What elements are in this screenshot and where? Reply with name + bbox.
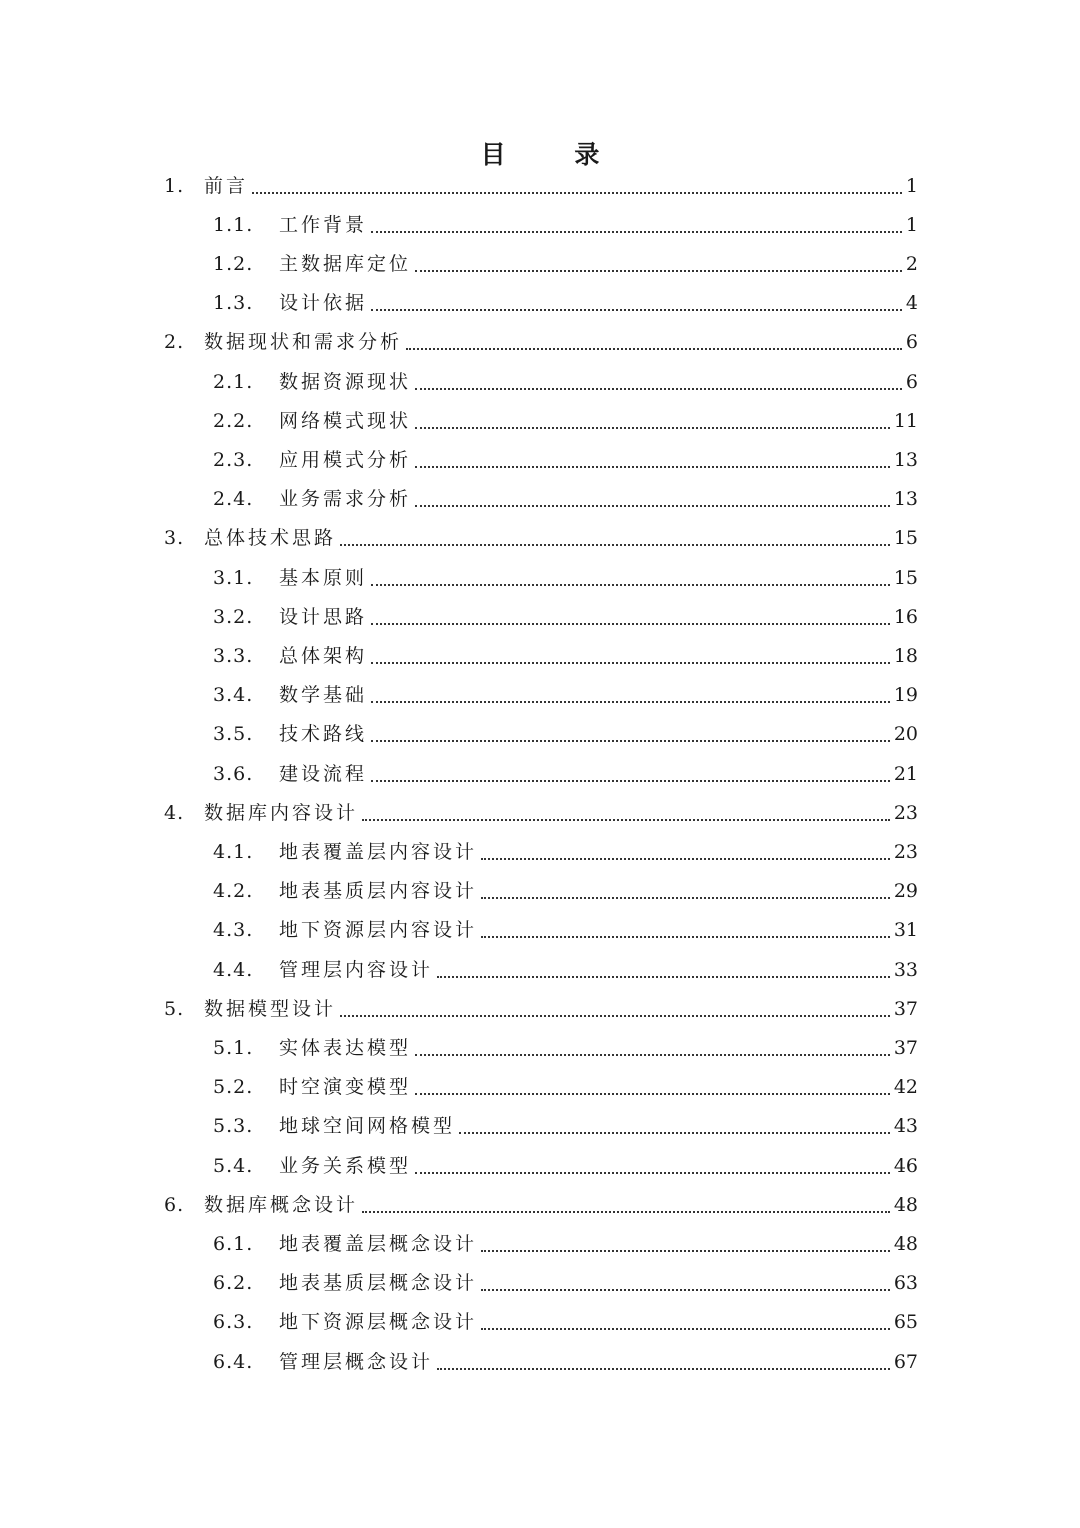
toc-entry-page: 15 xyxy=(893,566,918,589)
toc-entry-label: 实体表达模型 xyxy=(279,1036,412,1059)
toc-entry-page: 43 xyxy=(893,1115,918,1138)
toc-entry[interactable] xyxy=(164,1185,918,1224)
toc-dot-leader xyxy=(415,388,902,390)
toc-entry[interactable] xyxy=(213,558,918,597)
toc-entry[interactable] xyxy=(213,1303,918,1342)
toc-entry-label: 工作背景 xyxy=(279,213,368,236)
toc-entry-label: 地下资源层概念设计 xyxy=(279,1311,478,1334)
toc-entry-label: 时空演变模型 xyxy=(279,1076,412,1099)
toc-dot-leader xyxy=(415,427,890,429)
toc-dot-leader xyxy=(371,740,890,742)
toc-entry[interactable] xyxy=(213,284,918,323)
toc-dot-leader xyxy=(340,1015,890,1017)
toc-entry-page: 6 xyxy=(905,370,918,393)
toc-entry-number: 6. xyxy=(164,1193,185,1216)
toc-entry-number: 1.1. xyxy=(213,213,254,236)
toc-entry-label: 总体技术思路 xyxy=(204,527,337,550)
toc-entry-label: 设计思路 xyxy=(279,605,368,628)
toc-dot-leader xyxy=(415,1172,890,1174)
toc-entry-label: 数据库内容设计 xyxy=(204,801,359,824)
toc-entry-label: 数学基础 xyxy=(279,684,368,707)
toc-entry-number: 3.2. xyxy=(213,605,254,628)
toc-entry-label: 主数据库定位 xyxy=(279,252,412,275)
toc-entry-number: 3.6. xyxy=(213,762,254,785)
toc-entry-page: 11 xyxy=(893,409,918,432)
toc-entry[interactable] xyxy=(164,519,918,558)
toc-dot-leader xyxy=(371,623,890,625)
toc-dot-leader xyxy=(437,976,890,978)
toc-entry-number: 4.2. xyxy=(213,880,254,903)
toc-entry-label: 地球空间网格模型 xyxy=(279,1115,456,1138)
toc-entry-label: 数据模型设计 xyxy=(204,997,337,1020)
toc-entry-number: 4. xyxy=(164,801,185,824)
toc-entry-number: 2.2. xyxy=(213,409,254,432)
toc-dot-leader xyxy=(481,1250,890,1252)
toc-entry-number: 3. xyxy=(164,527,185,550)
toc-entry-label: 管理层概念设计 xyxy=(279,1350,434,1373)
toc-entry-label: 总体架构 xyxy=(279,644,368,667)
toc-entry-number: 4.1. xyxy=(213,840,254,863)
toc-dot-leader xyxy=(371,701,890,703)
toc-entry-number: 3.3. xyxy=(213,644,254,667)
toc-entry[interactable] xyxy=(213,1068,918,1107)
toc-entry-page: 19 xyxy=(893,684,918,707)
toc-entry-label: 数据现状和需求分析 xyxy=(204,331,403,354)
toc-dot-leader xyxy=(252,192,902,194)
toc-entry-page: 33 xyxy=(893,958,918,981)
toc-dot-leader xyxy=(481,858,890,860)
toc-dot-leader xyxy=(459,1132,890,1134)
toc-entry-page: 1 xyxy=(905,213,918,236)
toc-entry-label: 前言 xyxy=(204,174,249,197)
toc-entry-page: 18 xyxy=(893,644,918,667)
toc-entry-label: 地表覆盖层内容设计 xyxy=(279,840,478,863)
toc-entry-page: 31 xyxy=(893,919,918,942)
toc-entry-number: 2.1. xyxy=(213,370,254,393)
toc-entry-label: 地下资源层内容设计 xyxy=(279,919,478,942)
toc-title: 目 录 xyxy=(480,140,630,169)
toc-entry-number: 6.1. xyxy=(213,1232,254,1255)
toc-entry[interactable] xyxy=(213,244,918,283)
toc-entry-label: 设计依据 xyxy=(279,292,368,315)
toc-entry[interactable] xyxy=(213,480,918,519)
toc-dot-leader xyxy=(340,544,890,546)
toc-entry-page: 37 xyxy=(893,1036,918,1059)
toc-dot-leader xyxy=(481,1328,890,1330)
toc-entry-number: 4.3. xyxy=(213,919,254,942)
toc-entry[interactable] xyxy=(213,636,918,675)
toc-dot-leader xyxy=(415,270,902,272)
toc-dot-leader xyxy=(415,1093,890,1095)
toc-entry-page: 37 xyxy=(893,997,918,1020)
toc-entry-page: 6 xyxy=(905,331,918,354)
toc-entry-label: 建设流程 xyxy=(279,762,368,785)
toc-entry[interactable] xyxy=(164,793,918,832)
toc-entry[interactable] xyxy=(213,1224,918,1263)
toc-entry-number: 3.1. xyxy=(213,566,254,589)
toc-entry-number: 6.2. xyxy=(213,1272,254,1295)
toc-entry[interactable] xyxy=(213,1107,918,1146)
toc-entry-page: 21 xyxy=(893,762,918,785)
toc-entry-label: 地表基质层内容设计 xyxy=(279,880,478,903)
toc-dot-leader xyxy=(481,897,890,899)
toc-entry-number: 2.4. xyxy=(213,488,254,511)
toc-entry[interactable] xyxy=(213,950,918,989)
toc-entry-page: 67 xyxy=(893,1350,918,1373)
toc-dot-leader xyxy=(371,231,902,233)
toc-entry-label: 数据资源现状 xyxy=(279,370,412,393)
toc-entry[interactable] xyxy=(213,754,918,793)
toc-entry[interactable] xyxy=(213,872,918,911)
toc-entry-number: 3.5. xyxy=(213,723,254,746)
toc-entry-page: 48 xyxy=(893,1232,918,1255)
toc-entry-page: 13 xyxy=(893,448,918,471)
toc-entry[interactable] xyxy=(213,401,918,440)
toc-entry-number: 1.2. xyxy=(213,252,254,275)
toc-dot-leader xyxy=(406,348,902,350)
toc-entry[interactable] xyxy=(213,205,918,244)
toc-dot-leader xyxy=(371,662,890,664)
toc-entry-label: 管理层内容设计 xyxy=(279,958,434,981)
toc-dot-leader xyxy=(362,819,890,821)
toc-dot-leader xyxy=(415,1054,890,1056)
toc-entry-label: 地表基质层概念设计 xyxy=(279,1272,478,1295)
toc-entry-number: 5. xyxy=(164,997,185,1020)
toc-entry-number: 6.3. xyxy=(213,1311,254,1334)
toc-entry-label: 数据库概念设计 xyxy=(204,1193,359,1216)
toc-entry-page: 23 xyxy=(893,801,918,824)
toc-entry-page: 15 xyxy=(893,527,918,550)
toc-entry[interactable] xyxy=(164,323,918,362)
toc-entry-number: 5.4. xyxy=(213,1154,254,1177)
toc-dot-leader xyxy=(481,936,890,938)
toc-entry-label: 地表覆盖层概念设计 xyxy=(279,1232,478,1255)
toc-entry-page: 65 xyxy=(893,1311,918,1334)
toc-dot-leader xyxy=(362,1211,890,1213)
toc-entry[interactable] xyxy=(213,362,918,401)
toc-dot-leader xyxy=(371,780,890,782)
toc-dot-leader xyxy=(371,309,902,311)
toc-entry-number: 4.4. xyxy=(213,958,254,981)
toc-entry-page: 63 xyxy=(893,1272,918,1295)
toc-entry[interactable] xyxy=(164,166,918,205)
toc-entry-number: 5.2. xyxy=(213,1076,254,1099)
toc-dot-leader xyxy=(415,505,890,507)
toc-entry[interactable] xyxy=(213,1342,918,1381)
toc-entry-page: 1 xyxy=(905,174,918,197)
toc-entry-page: 13 xyxy=(893,488,918,511)
toc-entry[interactable] xyxy=(164,989,918,1028)
toc-entry-label: 网络模式现状 xyxy=(279,409,412,432)
toc-entry-number: 5.1. xyxy=(213,1036,254,1059)
toc-entry[interactable] xyxy=(213,440,918,479)
toc-entry[interactable] xyxy=(213,676,918,715)
toc-entry-label: 业务关系模型 xyxy=(279,1154,412,1177)
toc-entry-page: 42 xyxy=(893,1076,918,1099)
toc-entry-label: 技术路线 xyxy=(279,723,368,746)
toc-entry-page: 48 xyxy=(893,1193,918,1216)
toc-dot-leader xyxy=(371,584,890,586)
toc-entry-number: 3.4. xyxy=(213,684,254,707)
toc-entry-number: 1.3. xyxy=(213,292,254,315)
toc-entry-page: 46 xyxy=(893,1154,918,1177)
toc-entry-number: 2.3. xyxy=(213,448,254,471)
toc-dot-leader xyxy=(415,466,890,468)
toc-entry-label: 业务需求分析 xyxy=(279,488,412,511)
toc-entry-page: 20 xyxy=(893,723,918,746)
toc-entry-label: 基本原则 xyxy=(279,566,368,589)
toc-entry-page: 16 xyxy=(893,605,918,628)
toc-entry-number: 6.4. xyxy=(213,1350,254,1373)
toc-entry-number: 2. xyxy=(164,331,185,354)
toc-entry-label: 应用模式分析 xyxy=(279,448,412,471)
toc-entry-page: 29 xyxy=(893,880,918,903)
toc-entry[interactable] xyxy=(213,1146,918,1185)
toc-entry[interactable] xyxy=(213,1028,918,1067)
toc-entry[interactable] xyxy=(213,911,918,950)
toc-entry[interactable] xyxy=(213,597,918,636)
toc-entry-number: 5.3. xyxy=(213,1115,254,1138)
toc-entry-number: 1. xyxy=(164,174,185,197)
toc-entry-page: 2 xyxy=(905,252,918,275)
toc-dot-leader xyxy=(481,1289,890,1291)
toc-entry[interactable] xyxy=(213,1264,918,1303)
toc-dot-leader xyxy=(437,1368,890,1370)
toc-entry-page: 23 xyxy=(893,840,918,863)
toc-entry[interactable] xyxy=(213,715,918,754)
toc-entry-page: 4 xyxy=(905,292,918,315)
toc-entry[interactable] xyxy=(213,832,918,871)
